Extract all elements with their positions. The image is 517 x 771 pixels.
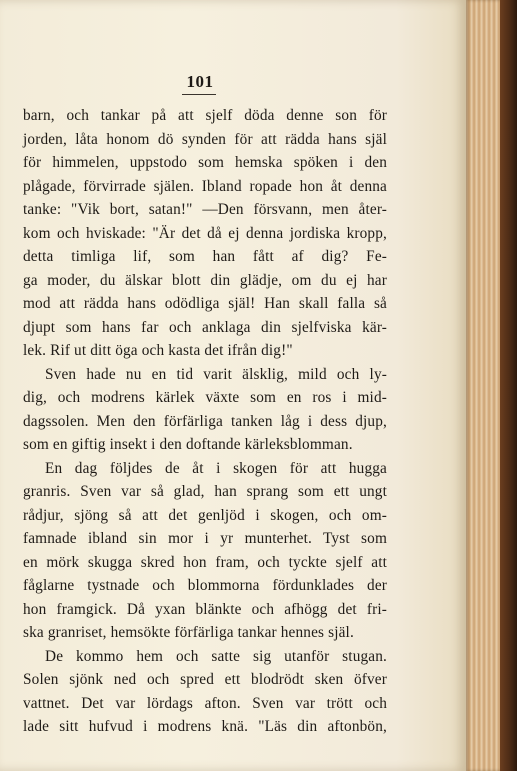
text-line: fåglarne tystnade och blommorna fördunklades der — [23, 577, 387, 594]
text-line: dagssolen. Men den förfärliga tanken låg i dess djup, — [23, 412, 387, 430]
text-line: tanke: "Vik bort, satan!" —Den försvann, men åter- — [23, 201, 387, 218]
text-line: Sven hade nu en tid varit älsklig, mild och ly- — [45, 365, 387, 383]
text-line: djupt som hans far och anklaga din sjelfviska kär- — [23, 318, 387, 336]
text-line: barn, och tankar på att sjelf döda denne son för — [23, 107, 387, 124]
text-line: hon framgick. Då yxan blänkte och afhögg det fri- — [23, 600, 387, 618]
text-line: som en giftig insekt i den doftande kärleksblomman. — [23, 436, 353, 453]
body-text — [23, 104, 387, 739]
text-line: detta timliga lif, som han fått af dig? Fe- — [23, 248, 387, 265]
page-number: 101 — [186, 72, 214, 91]
text-line: granris. Sven var så glad, han sprang som ett ungt — [23, 483, 387, 500]
text-line: De kommo hem och satte sig utanför stugan. — [45, 647, 387, 665]
text-line: för himmelen, uppstodo som hemska spöken i den — [23, 154, 387, 171]
text-line: lade sitt hufvud i modrens knä. "Läs din aftonbön, — [23, 718, 387, 735]
text-line: mod att rädda hans odödliga själ! Han skall falla så — [23, 295, 387, 312]
page-edges — [466, 0, 500, 771]
text-line: rådjur, sjöng så att det genljöd i skogen, och om- — [23, 506, 387, 524]
text-line: famnade ibland sin mor i yr munterhet. Tyst som — [23, 530, 387, 547]
book-cover-edge — [500, 0, 517, 771]
page-number-rule — [182, 94, 216, 95]
text-line: lek. Rif ut ditt öga och kasta det ifrån dig!" — [23, 342, 293, 359]
text-line: plågade, förvirrade själen. Ibland ropade hon åt denna — [23, 177, 387, 195]
text-line: jorden, låta honom dö synden för att rädda hans själ — [23, 130, 387, 148]
text-line: kom och hviskade: "Är det då ej denna jordiska kropp, — [23, 224, 387, 242]
text-line: en mörk skugga skred hon fram, och tyckte sjelf att — [23, 553, 387, 571]
text-line: ga moder, du älskar blott din glädje, om du ej har — [23, 271, 387, 289]
text-line: Solen sjönk ned och spred ett blodrödt sken öfver — [23, 671, 387, 688]
text-line: dig, och modrens kärlek växte som en ros i mid- — [23, 389, 387, 406]
text-line: En dag följdes de åt i skogen för att hugga — [45, 459, 387, 477]
text-line: ska granriset, hemsökte förfärliga tankar hennes själ. — [23, 624, 354, 641]
text-line: vattnet. Det var lördags afton. Sven var trött och — [23, 694, 387, 712]
